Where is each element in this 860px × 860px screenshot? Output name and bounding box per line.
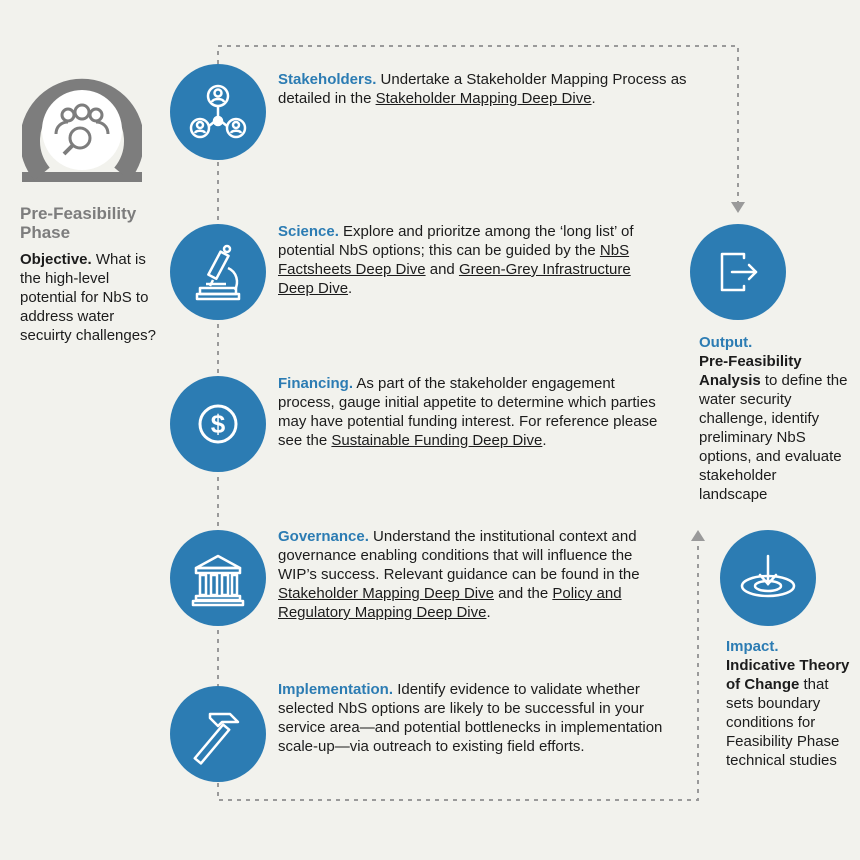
svg-text:$: $ [210,409,226,439]
output-label: Output. [699,334,753,351]
deep-dive-link[interactable]: Stakeholder Mapping Deep Dive [278,585,494,602]
step-title: Governance. [278,528,369,545]
step-text: Identify evidence to validate whether selected NbS options are likely to be successful in your service area—and potential bottlenecks in implementation scale-up—via outreach to existing field efforts. [278,681,663,755]
step-text: and [429,261,455,278]
step-governance [278,527,656,622]
deep-dive-link[interactable]: Policy and Regulatory Mapping Deep Dive [278,585,622,621]
target-arrow-icon [720,530,816,626]
step-text: As part of the stakeholder engagement process, gauge initial appetite to determine which parties may have potential funding interest. For reference please see the [278,375,658,449]
impact-description: that sets boundary conditions for Feasibility Phase technical studies [726,676,840,769]
deep-dive-link[interactable]: Green-Grey Infrastructure Deep Dive [278,261,631,297]
objective-label: Objective. [20,251,92,268]
phase-title: Pre-Feasibility Phase [20,204,137,242]
financing-circle [170,376,266,472]
deep-dive-link[interactable]: NbS Factsheets Deep Dive [278,242,630,278]
deep-dive-link[interactable]: Sustainable Funding Deep Dive [331,432,543,449]
output-bold: Pre-Feasibility Analysis [699,353,802,389]
microscope-icon [170,224,266,320]
step-financing [278,374,673,450]
step-title: Science. [278,223,339,240]
step-text: Explore and prioritze among the ‘long list’ of potential NbS options; this can be guided by the [278,223,634,259]
governance-circle [170,530,266,626]
dollar-icon [170,376,266,472]
step-title: Implementation. [278,681,394,698]
step-text: . [348,280,353,297]
output-description: to define the water security challenge, identify preliminary NbS options, and evaluate stakeholder landscape [699,372,848,503]
step-science [278,222,648,298]
export-icon [690,224,786,320]
step-text: . [542,432,547,449]
stakeholder-network-icon [170,64,266,160]
stakeholders-circle [170,64,266,160]
deep-dive-link[interactable]: Stakeholder Mapping Deep Dive [375,90,592,107]
step-text: . [486,604,491,621]
output-text [699,333,849,504]
step-title: Stakeholders. [278,71,377,88]
step-title: Financing. [278,375,353,392]
step-implementation [278,680,686,756]
phase-objective [20,250,170,345]
implementation-circle [170,686,266,782]
objective-text: What is the high-level potential for NbS to address water secuirty challenges? [20,251,156,344]
step-text: and the [498,585,549,602]
impact-circle [720,530,816,626]
people-magnifier-icon [22,70,142,186]
step-stakeholders [278,70,703,108]
output-circle [690,224,786,320]
science-circle [170,224,266,320]
step-text: Undertake a Stakeholder Mapping Process as detailed in the [278,71,687,107]
impact-text [726,637,854,770]
step-text: Understand the institutional context and governance enabling conditions that will influence the WIP’s success. Relevant guidance can be found in the [278,528,640,583]
hammer-icon [170,686,266,782]
step-text: . [591,90,596,107]
impact-label: Impact. [726,638,779,655]
impact-bold: Indicative Theory of Change [726,657,850,693]
institution-icon [170,530,266,626]
